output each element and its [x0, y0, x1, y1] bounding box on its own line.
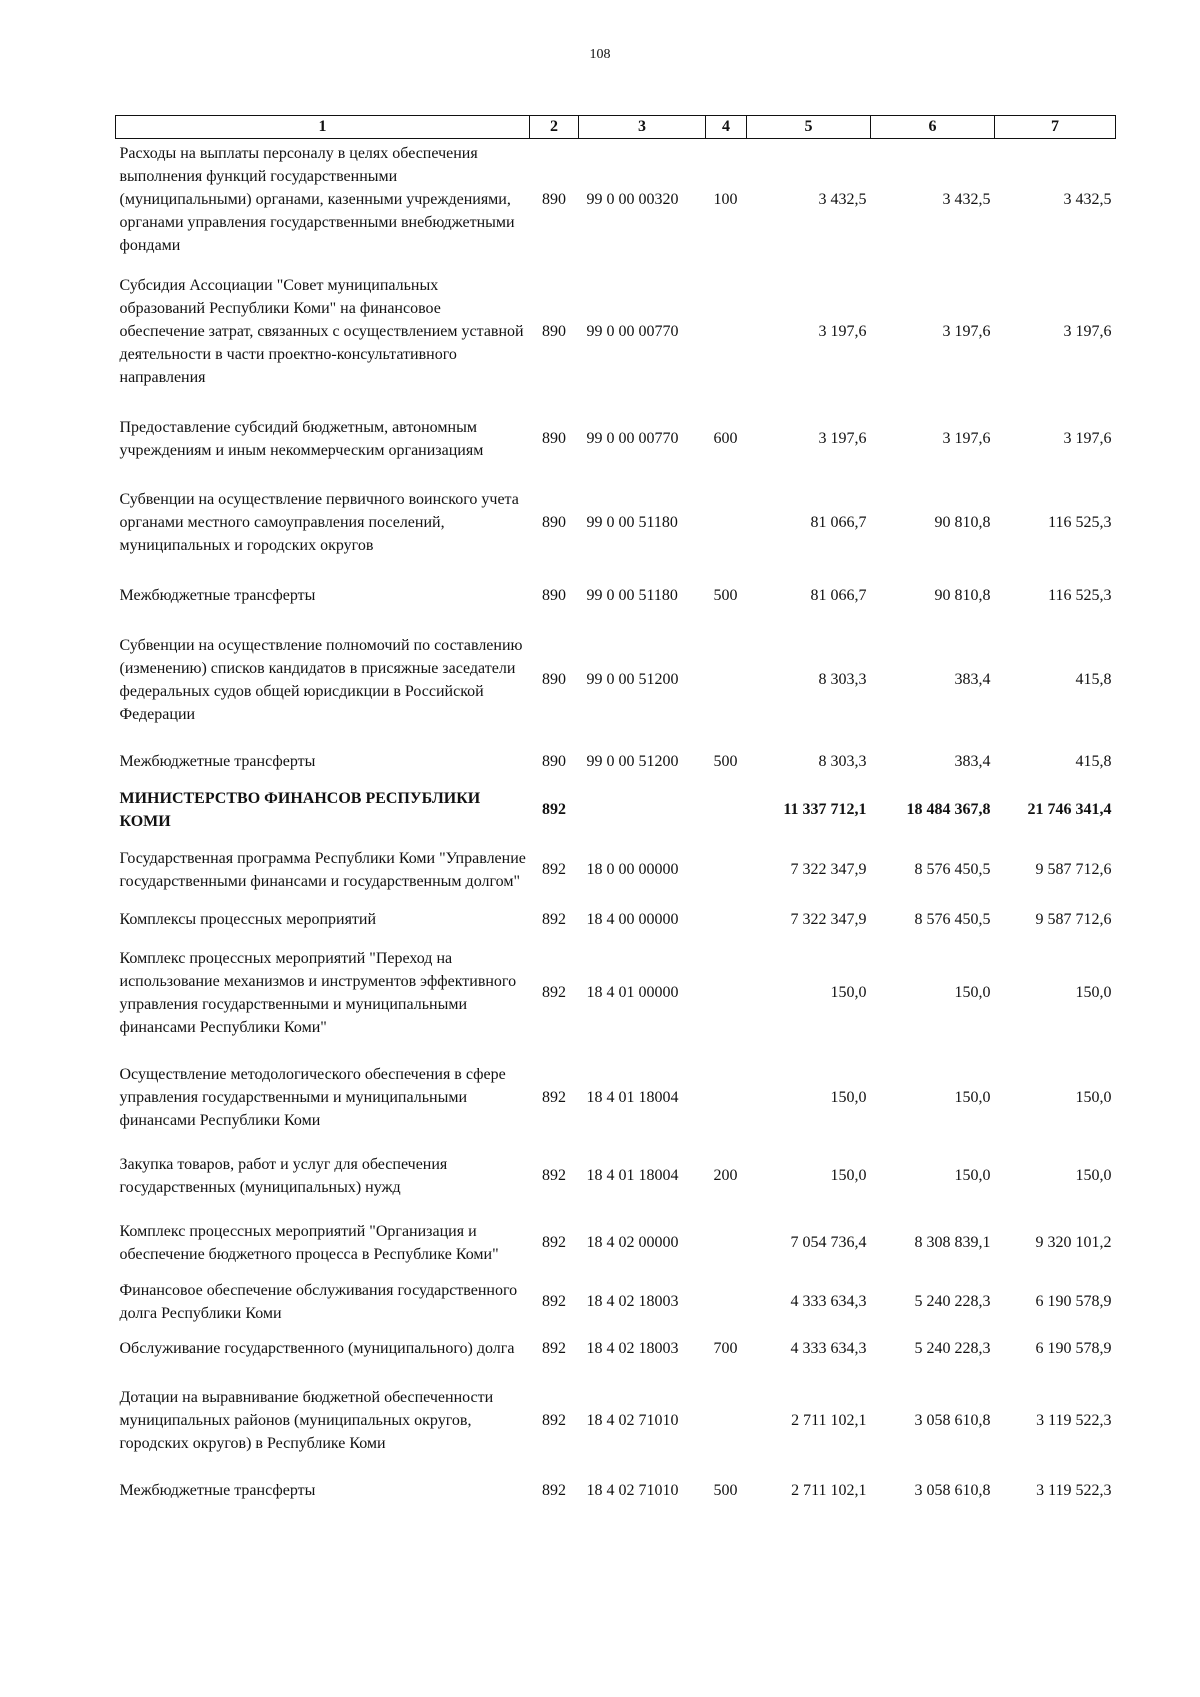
row-amount-col6: 90 810,8	[934, 587, 991, 604]
row-amount-col7: 415,8	[1075, 671, 1112, 688]
table-row	[116, 785, 1116, 835]
row-amount-col6: 150,0	[954, 984, 991, 1001]
row-grbs-code: 892	[542, 1340, 566, 1357]
row-amount-col7: 116 525,3	[1048, 587, 1112, 604]
row-amount-col6: 3 197,6	[942, 430, 991, 447]
row-target-code: 18 4 00 00000	[586, 911, 679, 928]
row-expense-type: 500	[713, 587, 738, 604]
table-row	[116, 261, 1116, 403]
row-amount-col7: 9 587 712,6	[1035, 911, 1112, 928]
row-grbs-code: 892	[542, 861, 566, 878]
row-amount-col6: 150,0	[954, 1089, 991, 1106]
row-target-code: 99 0 00 00320	[586, 191, 679, 209]
row-grbs-code: 892	[542, 984, 566, 1001]
row-expense-type	[706, 1279, 747, 1325]
row-amount-col7: 21 746 341,4	[1027, 801, 1112, 818]
row-target-code: 18 4 02 18003	[586, 1340, 679, 1357]
row-amount-col7: 9 320 101,2	[1035, 1234, 1112, 1251]
row-amount-col5: 7 054 736,4	[790, 1234, 867, 1251]
row-amount-col5: 4 333 634,3	[790, 1293, 867, 1310]
row-amount-col5: 8 303,3	[818, 671, 867, 688]
row-name: Субвенции на осуществление первичного воинского учета органами местного самоуправления поселений, муниципальных и городских округов	[119, 491, 519, 554]
row-amount-col6: 90 810,8	[934, 514, 991, 531]
header-cell-1: 1	[116, 116, 530, 139]
row-grbs-code: 892	[542, 1089, 566, 1106]
row-grbs-code: 890	[542, 191, 566, 209]
table-row	[116, 403, 1116, 475]
table-row	[116, 835, 1116, 905]
row-amount-col5: 2 711 102,1	[791, 1482, 867, 1499]
row-target-code: 18 4 02 00000	[586, 1234, 679, 1251]
row-amount-col7: 150,0	[1075, 1089, 1112, 1106]
header-cell-5: 5	[747, 116, 871, 139]
row-amount-col5: 3 197,6	[818, 430, 867, 447]
row-name: Комплекс процессных мероприятий "Переход на использование механизмов и инструментов эффективного управления государственными и муниципальными финансами Республики Коми"	[119, 949, 517, 1036]
header-cell-3: 3	[579, 116, 706, 139]
row-amount-col6: 8 576 450,5	[914, 861, 991, 878]
row-amount-col7: 150,0	[1075, 984, 1112, 1001]
row-amount-col5: 2 711 102,1	[791, 1412, 867, 1429]
row-target-code: 18 4 02 71010	[586, 1412, 679, 1429]
table-body	[116, 139, 1116, 1513]
row-expense-type: 500	[713, 1482, 738, 1499]
row-grbs-code: 892	[542, 801, 566, 818]
row-expense-type: 200	[713, 1167, 738, 1184]
row-amount-col5: 11 337 712,1	[783, 801, 867, 818]
row-target-code	[579, 785, 706, 835]
row-amount-col6: 18 484 367,8	[906, 801, 991, 818]
table-row	[116, 1373, 1116, 1469]
row-amount-col7: 3 197,6	[1063, 430, 1112, 447]
row-name: Финансовое обеспечение обслуживания государственного долга Республики Коми	[119, 1281, 518, 1322]
row-amount-col5: 81 066,7	[810, 587, 867, 604]
row-target-code: 99 0 00 51200	[586, 671, 679, 688]
row-name: МИНИСТЕРСТВО ФИНАНСОВ РЕСПУБЛИКИ КОМИ	[119, 789, 481, 830]
row-name: Комплексы процессных мероприятий	[119, 911, 377, 928]
row-expense-type	[706, 1051, 747, 1145]
row-expense-type	[706, 1207, 747, 1279]
header-cell-6: 6	[871, 116, 995, 139]
row-amount-col5: 7 322 347,9	[790, 911, 867, 928]
header-cell-7: 7	[995, 116, 1116, 139]
row-target-code: 99 0 00 51180	[586, 514, 678, 531]
row-target-code: 18 0 00 00000	[586, 861, 679, 878]
row-amount-col6: 383,4	[954, 671, 991, 688]
row-name: Предоставление субсидий бюджетным, автономным учреждениям и иным некоммерческим организациям	[119, 418, 484, 459]
row-grbs-code: 890	[542, 514, 566, 531]
row-amount-col6: 3 197,6	[942, 323, 991, 340]
table-row	[116, 1279, 1116, 1325]
row-target-code: 99 0 00 00770	[586, 430, 679, 447]
row-grbs-code: 892	[542, 1482, 566, 1499]
row-target-code: 18 4 02 71010	[586, 1482, 679, 1499]
row-amount-col5: 8 303,3	[818, 753, 867, 770]
table-row	[116, 475, 1116, 571]
row-target-code: 99 0 00 51200	[586, 753, 679, 770]
row-amount-col7: 3 119 522,3	[1036, 1412, 1112, 1429]
row-grbs-code: 892	[542, 911, 566, 928]
row-grbs-code: 890	[542, 753, 566, 770]
row-amount-col6: 8 308 839,1	[914, 1234, 991, 1251]
row-target-code: 99 0 00 00770	[586, 323, 679, 340]
row-name: Субвенции на осуществление полномочий по составлению (изменению) списков кандидатов в присяжные заседатели федеральных судов общей юрисдикции в Российской Федерации	[119, 636, 523, 723]
header-cell-2: 2	[530, 116, 579, 139]
table-row	[116, 1145, 1116, 1207]
row-expense-type: 500	[713, 753, 738, 770]
row-target-code: 18 4 01 00000	[586, 984, 679, 1001]
row-amount-col6: 383,4	[954, 753, 991, 770]
row-amount-col5: 150,0	[830, 1089, 867, 1106]
row-expense-type: 700	[713, 1340, 738, 1357]
row-grbs-code: 890	[542, 671, 566, 688]
row-name: Межбюджетные трансферты	[119, 753, 316, 770]
row-name: Закупка товаров, работ и услуг для обеспечения государственных (муниципальных) нужд	[119, 1155, 448, 1196]
table-row	[116, 739, 1116, 785]
row-expense-type	[706, 621, 747, 739]
row-name: Межбюджетные трансферты	[119, 1482, 316, 1499]
header-cell-4: 4	[706, 116, 747, 139]
row-amount-col7: 116 525,3	[1048, 514, 1112, 531]
row-amount-col5: 4 333 634,3	[790, 1340, 867, 1357]
row-amount-col5: 3 197,6	[818, 323, 867, 340]
row-amount-col5: 3 432,5	[818, 191, 867, 209]
row-target-code: 18 4 01 18004	[586, 1167, 679, 1184]
row-amount-col6: 3 058 610,8	[914, 1482, 991, 1499]
table-row	[116, 1051, 1116, 1145]
row-expense-type: 100	[713, 191, 738, 209]
table-row	[116, 1325, 1116, 1373]
page-number: 108	[589, 47, 611, 62]
row-name: Комплекс процессных мероприятий "Организация и обеспечение бюджетного процесса в Республике Коми"	[119, 1222, 499, 1263]
row-grbs-code: 892	[542, 1293, 566, 1310]
row-name: Субсидия Ассоциации "Совет муниципальных образований Республики Коми" на финансовое обеспечение затрат, связанных с осуществлением уставной деятельности в части проектно-консультативного направления	[119, 277, 524, 386]
row-name: Государственная программа Республики Коми "Управление государственными финансами и государственным долгом"	[119, 849, 526, 890]
table-row	[116, 905, 1116, 935]
row-target-code: 99 0 00 51180	[586, 587, 678, 604]
row-amount-col6: 5 240 228,3	[914, 1340, 991, 1357]
row-target-code: 18 4 01 18004	[586, 1089, 679, 1106]
row-grbs-code: 890	[542, 323, 566, 340]
row-expense-type	[706, 905, 747, 935]
row-expense-type: 600	[713, 430, 738, 447]
row-expense-type	[706, 835, 747, 905]
row-amount-col5: 150,0	[830, 1167, 867, 1184]
row-amount-col7: 150,0	[1075, 1167, 1112, 1184]
row-expense-type	[706, 261, 747, 403]
row-expense-type	[706, 785, 747, 835]
row-target-code: 18 4 02 18003	[586, 1293, 679, 1310]
row-grbs-code: 892	[542, 1167, 566, 1184]
row-expense-type	[706, 935, 747, 1051]
row-name: Расходы на выплаты персоналу в целях обеспечения выполнения функций государственными (муниципальными) органами, казенными учреждениями, органами управления государственными внебюджетными фондами	[119, 145, 515, 255]
row-amount-col6: 150,0	[954, 1167, 991, 1184]
row-expense-type	[706, 475, 747, 571]
row-grbs-code: 892	[542, 1412, 566, 1429]
table-row	[116, 139, 1116, 261]
row-grbs-code: 890	[542, 587, 566, 604]
table-row	[116, 935, 1116, 1051]
row-amount-col7: 3 432,5	[1063, 191, 1112, 209]
row-name: Обслуживание государственного (муниципального) долга	[119, 1340, 515, 1357]
table-row	[116, 571, 1116, 621]
row-name: Осуществление методологического обеспечения в сфере управления государственными и муниципальными финансами Республики Коми	[119, 1066, 506, 1129]
row-expense-type	[706, 1373, 747, 1469]
row-amount-col5: 150,0	[830, 984, 867, 1001]
row-amount-col7: 9 587 712,6	[1035, 861, 1112, 878]
row-amount-col6: 5 240 228,3	[914, 1293, 991, 1310]
row-amount-col7: 3 119 522,3	[1036, 1482, 1112, 1499]
row-amount-col7: 3 197,6	[1063, 323, 1112, 340]
row-grbs-code: 890	[542, 430, 566, 447]
budget-table	[115, 115, 1116, 1513]
row-amount-col5: 81 066,7	[810, 514, 867, 531]
row-name: Дотации на выравнивание бюджетной обеспеченности муниципальных районов (муниципальных округов, городских округов) в Республике Коми	[119, 1389, 494, 1452]
row-amount-col7: 6 190 578,9	[1035, 1340, 1112, 1357]
row-amount-col7: 6 190 578,9	[1035, 1293, 1112, 1310]
row-amount-col6: 8 576 450,5	[914, 911, 991, 928]
table-row	[116, 1469, 1116, 1513]
row-amount-col6: 3 432,5	[942, 191, 991, 209]
row-amount-col7: 415,8	[1075, 753, 1112, 770]
row-amount-col5: 7 322 347,9	[790, 861, 867, 878]
row-name: Межбюджетные трансферты	[119, 587, 316, 604]
row-amount-col6: 3 058 610,8	[914, 1412, 991, 1429]
table-row	[116, 621, 1116, 739]
table-row	[116, 1207, 1116, 1279]
row-grbs-code: 892	[542, 1234, 566, 1251]
table-header	[116, 116, 1116, 139]
